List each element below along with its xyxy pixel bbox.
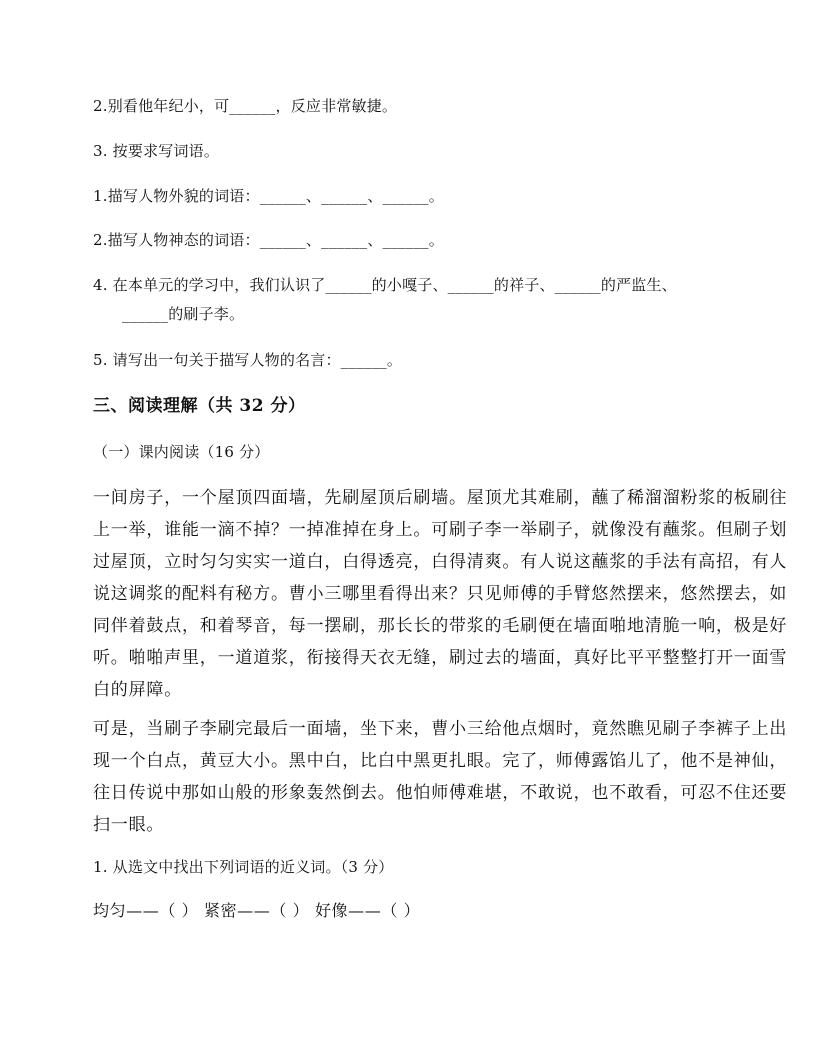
passage-line: 同伴着鼓点，和着琴音，每一摆刷，那长长的带浆的毛刷便在墙面啪地清脆一响，极是好 bbox=[93, 616, 788, 636]
question-2-2: 2.别看他年纪小，可______，反应非常敏捷。 bbox=[93, 97, 398, 115]
passage-paragraph-1 bbox=[93, 482, 788, 706]
passage-line: 可是，当刷子李刷完最后一面墙，坐下来，曹小三给他点烟时，竟然瞧见刷子李裤子上出 bbox=[93, 719, 788, 739]
question-4-line-1: 4. 在本单元的学习中，我们认识了______的小嘎子、______的祥子、______的严监生、 bbox=[93, 276, 677, 294]
question-3-heading: 3. 按要求写词语。 bbox=[93, 142, 220, 160]
question-4-line-2: ______的刷子李。 bbox=[122, 305, 245, 323]
section-3-subtitle: （一）课内阅读（16 分） bbox=[93, 443, 270, 461]
passage-line: 过屋顶，立时匀匀实实一道白，白得透亮，白得清爽。有人说这蘸浆的手法有高招，有人 bbox=[93, 552, 788, 572]
passage-line: 上一举，谁能一滴不掉？一掉准掉在身上。可刷子李一举刷子，就像没有蘸浆。但刷子划 bbox=[93, 520, 788, 540]
passage-line: 听。啪啪声里，一道道浆，衔接得天衣无缝，刷过去的墙面，真好比平平整整打开一面雪 bbox=[93, 648, 788, 668]
passage-line: 说这调浆的配料有秘方。曹小三哪里看得出来？只见师傅的手臂悠然摆来，悠然摆去，如 bbox=[93, 584, 788, 604]
section-3-title: 三、阅读理解（共 32 分） bbox=[93, 396, 306, 416]
question-3-2: 2.描写人物神态的词语：______、______、______。 bbox=[93, 231, 444, 249]
passage-line: 往日传说中那如山般的形象轰然倒去。他怕师傅难堪，不敢说，也不敢看，可忍不住还要 bbox=[93, 783, 788, 803]
passage-line: 一间房子，一个屋顶四面墙，先刷屋顶后刷墙。屋顶尤其难刷，蘸了稀溜溜粉浆的板刷往 bbox=[93, 488, 788, 508]
reading-question-1-answers: 均匀——（ ） 紧密——（ ） 好像——（ ） bbox=[93, 901, 421, 920]
question-5: 5. 请写出一句关于描写人物的名言：______。 bbox=[93, 351, 403, 369]
reading-question-1: 1. 从选文中找出下列词语的近义词。（3 分） bbox=[93, 858, 394, 876]
passage-line: 现一个白点，黄豆大小。黑中白，比白中黑更扎眼。完了，师傅露馅儿了，他不是神仙， bbox=[93, 751, 788, 771]
question-3-1: 1.描写人物外貌的词语：______、______、______。 bbox=[93, 187, 444, 205]
passage-line: 扫一眼。 bbox=[93, 815, 165, 835]
passage-paragraph-2 bbox=[93, 713, 788, 841]
passage-line: 白的屏障。 bbox=[93, 680, 182, 700]
